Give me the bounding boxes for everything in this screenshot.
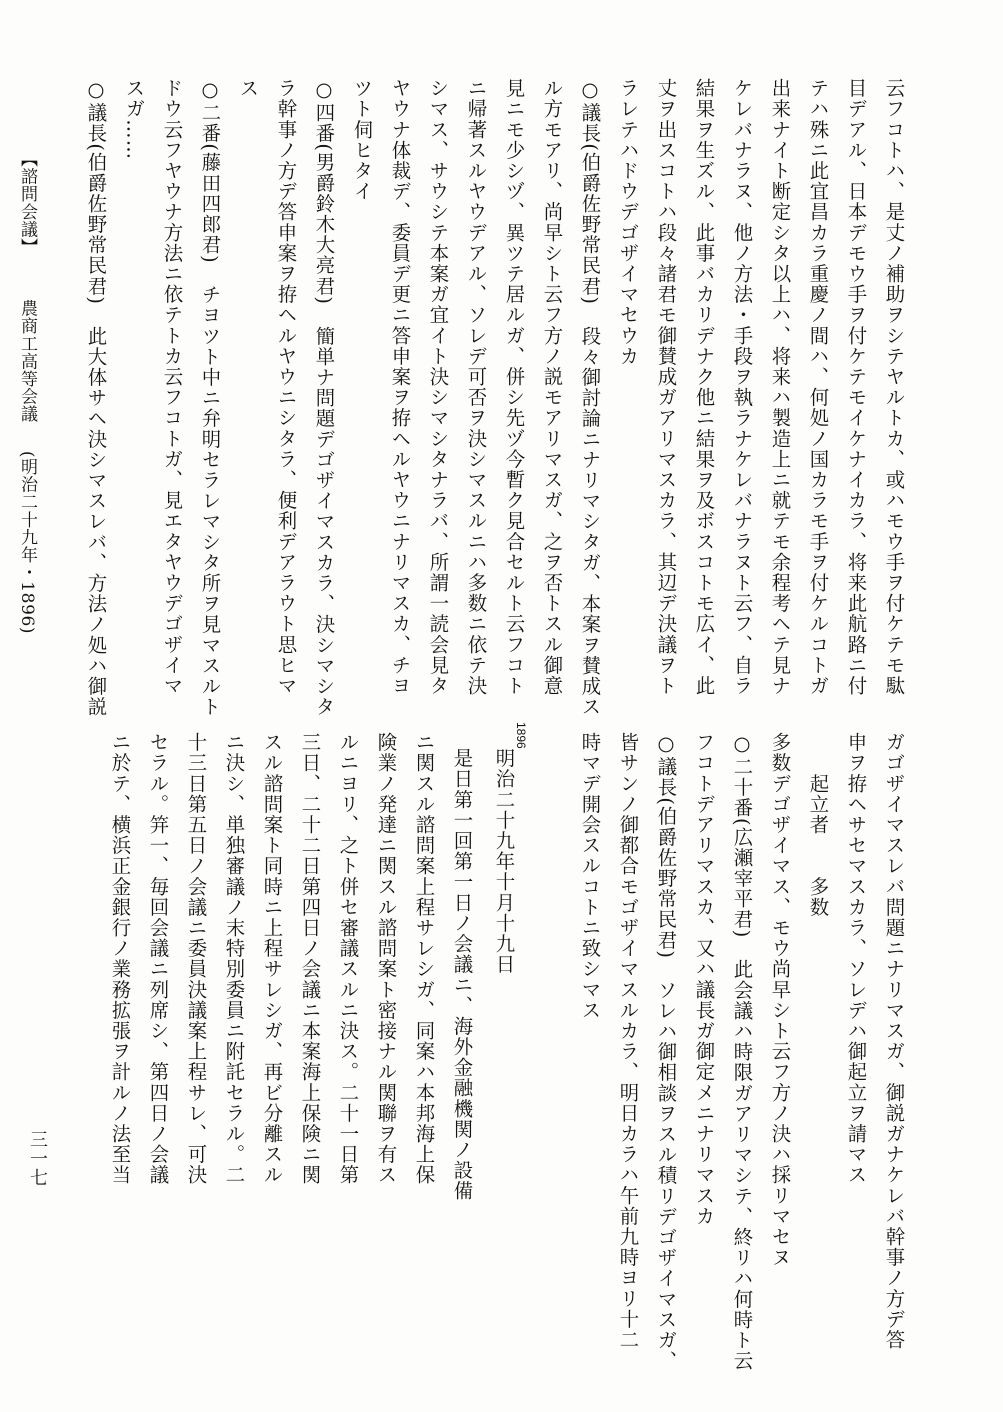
text-line: ヤウナ体裁デ、委員デ更ニ答申案ヲ拵ヘルヤウニナリマスカ、チヨ	[388, 78, 412, 696]
record-line: ニ関スル諮問案上程サレシガ、同案ハ本邦海上保	[412, 732, 436, 1186]
date-heading: 明治二十九年十月十九日	[492, 748, 516, 975]
text-line: 時マデ開会スルコトニ致シマス	[578, 732, 602, 1021]
text-line: ○四番(男爵鈴木大亮君) 簡単ナ問題デゴザイマスカラ、決シマシタ	[312, 78, 336, 718]
text-line: フコトデアリマスカ、又ハ議長ガ御定メニナリマスカ	[692, 732, 716, 1227]
text-line: 申ヲ拵ヘサセマスカラ、ソレデハ御起立ヲ請マス	[844, 732, 868, 1186]
text-line: 多数デゴザイマス、モウ尚早シト云フ方ノ決ハ採リマセヌ	[768, 732, 792, 1268]
header-conference: 農商工高等会議	[17, 299, 37, 423]
text-line: ○議長(伯爵佐野常民君) ソレハ御相談ヲスル積リデゴザイマスガ、	[654, 732, 678, 1372]
record-line: スル諮問案ト同時ニ上程サレシガ、再ビ分離スル	[260, 732, 284, 1186]
text-line: ツト伺ヒタイ	[350, 78, 374, 202]
text-line: 皆サンノ御都合モゴザイマスルカラ、明日カラハ午前九時ヨリ十二	[616, 732, 640, 1350]
text-line: ○二番(藤田四郎君) チヨツト中ニ弁明セラレマシタ所ヲ見マスルト	[198, 78, 222, 718]
text-line: ニ帰著スルヤウデアル、ソレデ可否ヲ決シマスルニハ多数ニ依テ決	[464, 78, 488, 696]
text-line: ガゴザイマスレバ問題ニナリマスガ、御説ガナケレバ幹事ノ方デ答	[882, 732, 906, 1350]
page-number: 三一七	[27, 1130, 48, 1187]
record-line: ニ於テ、横浜正金銀行ノ業務拡張ヲ計ルノ法至当	[108, 732, 132, 1186]
text-line: ケレバナラヌ、他ノ方法・手段ヲ執ラナケレバナラヌト云フ、自ラ	[730, 78, 754, 696]
header-date: (明治二十九年・1896)	[17, 450, 37, 635]
year-annotation: 1896	[514, 722, 528, 749]
text-line: 云フコトハ、是丈ノ補助ヲシテヤルトカ、或ハモウ手ヲ付ケテモ駄	[882, 78, 906, 696]
text-line: スガ……	[122, 78, 146, 161]
text-line: ラ幹事ノ方デ答申案ヲ拵ヘルヤウニシタラ、便利デアラウト思ヒマ	[274, 78, 298, 696]
text-line: ○二十番(広瀬宰平君) 此会議ハ時限ガアリマシテ、終リハ何時ト云	[730, 732, 754, 1372]
text-line: 出来ナイト断定シタ以上ハ、将来ハ製造上ニ就テモ余程考ヘテ見ナ	[768, 78, 792, 696]
record-line: 十三日第五日ノ会議ニ委員決議案上程サレ、可決	[184, 732, 208, 1186]
text-line: 丈ヲ出スコトハ段々諸君モ御賛成ガアリマスカラ、其辺デ決議ヲト	[654, 78, 678, 696]
text-line: ○議長(伯爵佐野常民君) 此大体サヘ決シマスレバ、方法ノ処ハ御説	[84, 78, 108, 718]
running-header	[18, 150, 35, 634]
text-line: シマス、サウシテ本案ガ宜イト決シマシタナラバ、所謂一読会見タ	[426, 78, 450, 696]
text-line: ス	[236, 78, 260, 99]
text-line: ドウ云フヤウナ方法ニ依テトカ云フコトガ、見エタヤウデゴザイマ	[160, 78, 184, 696]
text-line: 見ニモ少シヅ、異ツテ居ルガ、併シ先ヅ今暫ク見合セルト云フコト	[502, 78, 526, 696]
text-line: 起立者 多数	[806, 732, 830, 918]
record-line: ルニヨリ、之ト併セ審議スルニ決ス。二十一日第	[336, 732, 360, 1186]
record-line: セラル。笄一、毎回会議ニ列席シ、第四日ノ会議	[146, 732, 170, 1186]
text-line: ○議長(伯爵佐野常民君) 段々御討論ニナリマシタガ、本案ヲ賛成ス	[578, 78, 602, 718]
text-line: テハ殊ニ此宜昌カラ重慶ノ間ハ、何処ノ国カラモ手ヲ付ケルコトガ	[806, 78, 830, 696]
text-line: ル方モアリ、尚早シト云フ方ノ説モアリマスガ、之ヲ否トスル御意	[540, 78, 564, 696]
record-line: 険業ノ発達ニ関スル諮問案ト密接ナル関聯ヲ有ス	[374, 732, 398, 1186]
record-line: 三日、二十二日第四日ノ会議ニ本案海上保険ニ関	[298, 732, 322, 1186]
record-line: 是日第一回第一日ノ会議ニ、海外金融機関ノ設備	[450, 748, 474, 1202]
text-line: ラレテハドウデゴザイマセウカ	[616, 78, 640, 367]
text-line: 目デアル、日本デモウ手ヲ付ケテモイケナイカラ、将来此航路ニ付	[844, 78, 868, 696]
text-line: 結果ヲ生ズル、此事バカリデナク他ニ結果ヲ及ボスコトモ広イ、此	[692, 78, 716, 696]
record-line: ニ決シ、単独審議ノ末特別委員ニ附託セラル。二	[222, 732, 246, 1186]
header-section: 【諮問会議】	[17, 150, 37, 256]
